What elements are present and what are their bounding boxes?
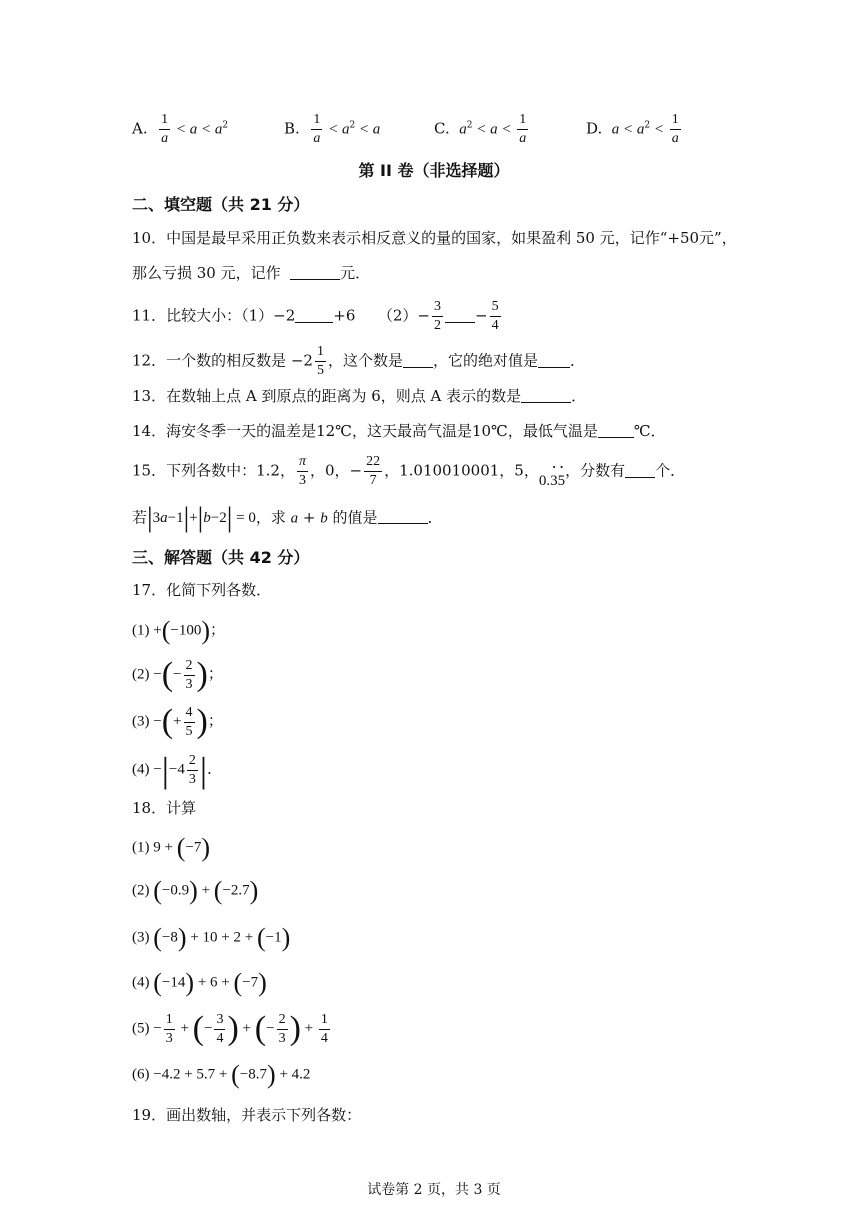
answer-blank[interactable]	[403, 353, 433, 368]
q18-item-6: (6) −4.2 + 5.7 + (−8.7) + 4.2	[132, 1060, 311, 1089]
q17-item-4: (4) −|−4 $\frac{2}{3}$ |．	[132, 750, 223, 790]
q18-item-3: (3) (−8) + 10 + 2 + (−1)	[132, 923, 291, 952]
fraction: $\frac{1}{a}$	[161, 112, 169, 146]
fraction: $\frac{22}{7}$	[366, 454, 381, 488]
section-solve-title: 三、解答题（共 42 分）	[132, 548, 310, 567]
question-19: 19．画出数轴，并表示下列各数：	[132, 1106, 362, 1124]
fraction: $\frac{1}{4}$	[320, 1011, 328, 1046]
question-17: 17．化简下列各数．	[132, 581, 272, 599]
answer-blank[interactable]	[378, 509, 428, 524]
fraction: $\frac{4}{5}$	[185, 704, 193, 739]
fraction: $\frac{\pi}{3}$	[298, 454, 306, 488]
q17-item-1: (1) +(−100)；	[132, 616, 226, 645]
absolute-value-equation: |3a−1|+|b−2| = 0	[147, 503, 256, 534]
q18-item-4: (4) (−14) + 6 + (−7)	[132, 968, 267, 997]
question-13: 13．在数轴上点 A 到原点的距离为 6，则点 A 表示的数是 ．	[132, 387, 587, 405]
fraction: $\frac{2}{3}$	[188, 752, 196, 787]
option-d: D. $a < a^2$ < $\frac{1}{a}$	[586, 112, 679, 146]
q18-item-2: (2) (−0.9) + (−2.7)	[132, 876, 259, 905]
q17-item-3: (3) −(+ $\frac{4}{5}$ )；	[132, 703, 223, 740]
question-14: 14．海安冬季一天的温差是12℃，这天最高气温是10℃，最低气温是 ℃．	[132, 422, 666, 440]
question-12: 12．一个数的相反数是 −2 $\frac{1}{5}$ ，这个数是 ，它的绝对值是 ．	[132, 344, 586, 378]
part-title: 第 II 卷（非选择题）	[358, 161, 510, 180]
fraction: $\frac{5}{4}$	[491, 299, 499, 333]
option-c: C. $a^2 < a$ < $\frac{1}{a}$	[434, 112, 527, 146]
page-footer: 试卷第 2 页，共 3 页	[367, 1182, 501, 1198]
question-10-line2: 那么亏损 30 元，记作 元．	[132, 264, 371, 282]
fraction: $\frac{2}{3}$	[185, 657, 193, 692]
answer-blank[interactable]	[445, 308, 475, 323]
q18-item-1: (1) 9 + (−7)	[132, 833, 211, 862]
fraction: $\frac{3}{2}$	[433, 299, 441, 333]
question-15: 15．下列各数中：1.2， $\frac{\pi}{3}$ ，0，− $\frac{22}{7}$ ，1.010010001，5，0.· 3· 5，分数有 个．	[132, 455, 685, 488]
question-16: 若|3a−1|+|b−2| = 0，求 a + b 的值是 ．	[132, 503, 443, 534]
q18-item-5: (5) − $\frac{1}{3}$ + (− $\frac{3}{4}$ ) + (− $\frac{2}{3}$ ) + $\frac{1}{4}$	[132, 1010, 328, 1047]
question-11: 11．比较大小：（1）−2 +6 （2）− $\frac{3}{2}$ − $\frac{5}{4}$	[132, 299, 499, 333]
answer-blank[interactable]	[521, 388, 571, 403]
fraction: $\frac{3}{4}$	[216, 1011, 224, 1046]
section-fill-in-title: 二、填空题（共 21 分）	[132, 195, 310, 214]
question-10-line1: 10．中国是最早采用正负数来表示相反意义的量的国家，如果盈利 50 元，记作“+50元”，	[132, 229, 737, 247]
repeating-decimal: 0.· 3· 5	[539, 473, 565, 489]
fraction: $\frac{1}{3}$	[165, 1011, 173, 1046]
answer-blank[interactable]	[598, 423, 634, 438]
answer-blank[interactable]	[538, 353, 570, 368]
fraction: $\frac{2}{3}$	[278, 1011, 286, 1046]
fraction: $\frac{1}{5}$	[316, 344, 324, 378]
fraction: $\frac{1}{a}$	[671, 112, 679, 146]
option-b: B. $\frac{1}{a}$ < $a^2 < a$	[284, 112, 381, 146]
q17-item-2: (2) −(− $\frac{2}{3}$ )；	[132, 656, 223, 693]
option-a: A. $\frac{1}{a}$ < $a < a^2$	[132, 112, 229, 146]
answer-blank[interactable]	[290, 265, 340, 280]
fraction: $\frac{1}{a}$	[519, 112, 527, 146]
question-18: 18．计算	[132, 799, 197, 817]
fraction: $\frac{1}{a}$	[313, 112, 321, 146]
answer-blank[interactable]	[625, 463, 655, 478]
answer-blank[interactable]	[295, 308, 333, 323]
